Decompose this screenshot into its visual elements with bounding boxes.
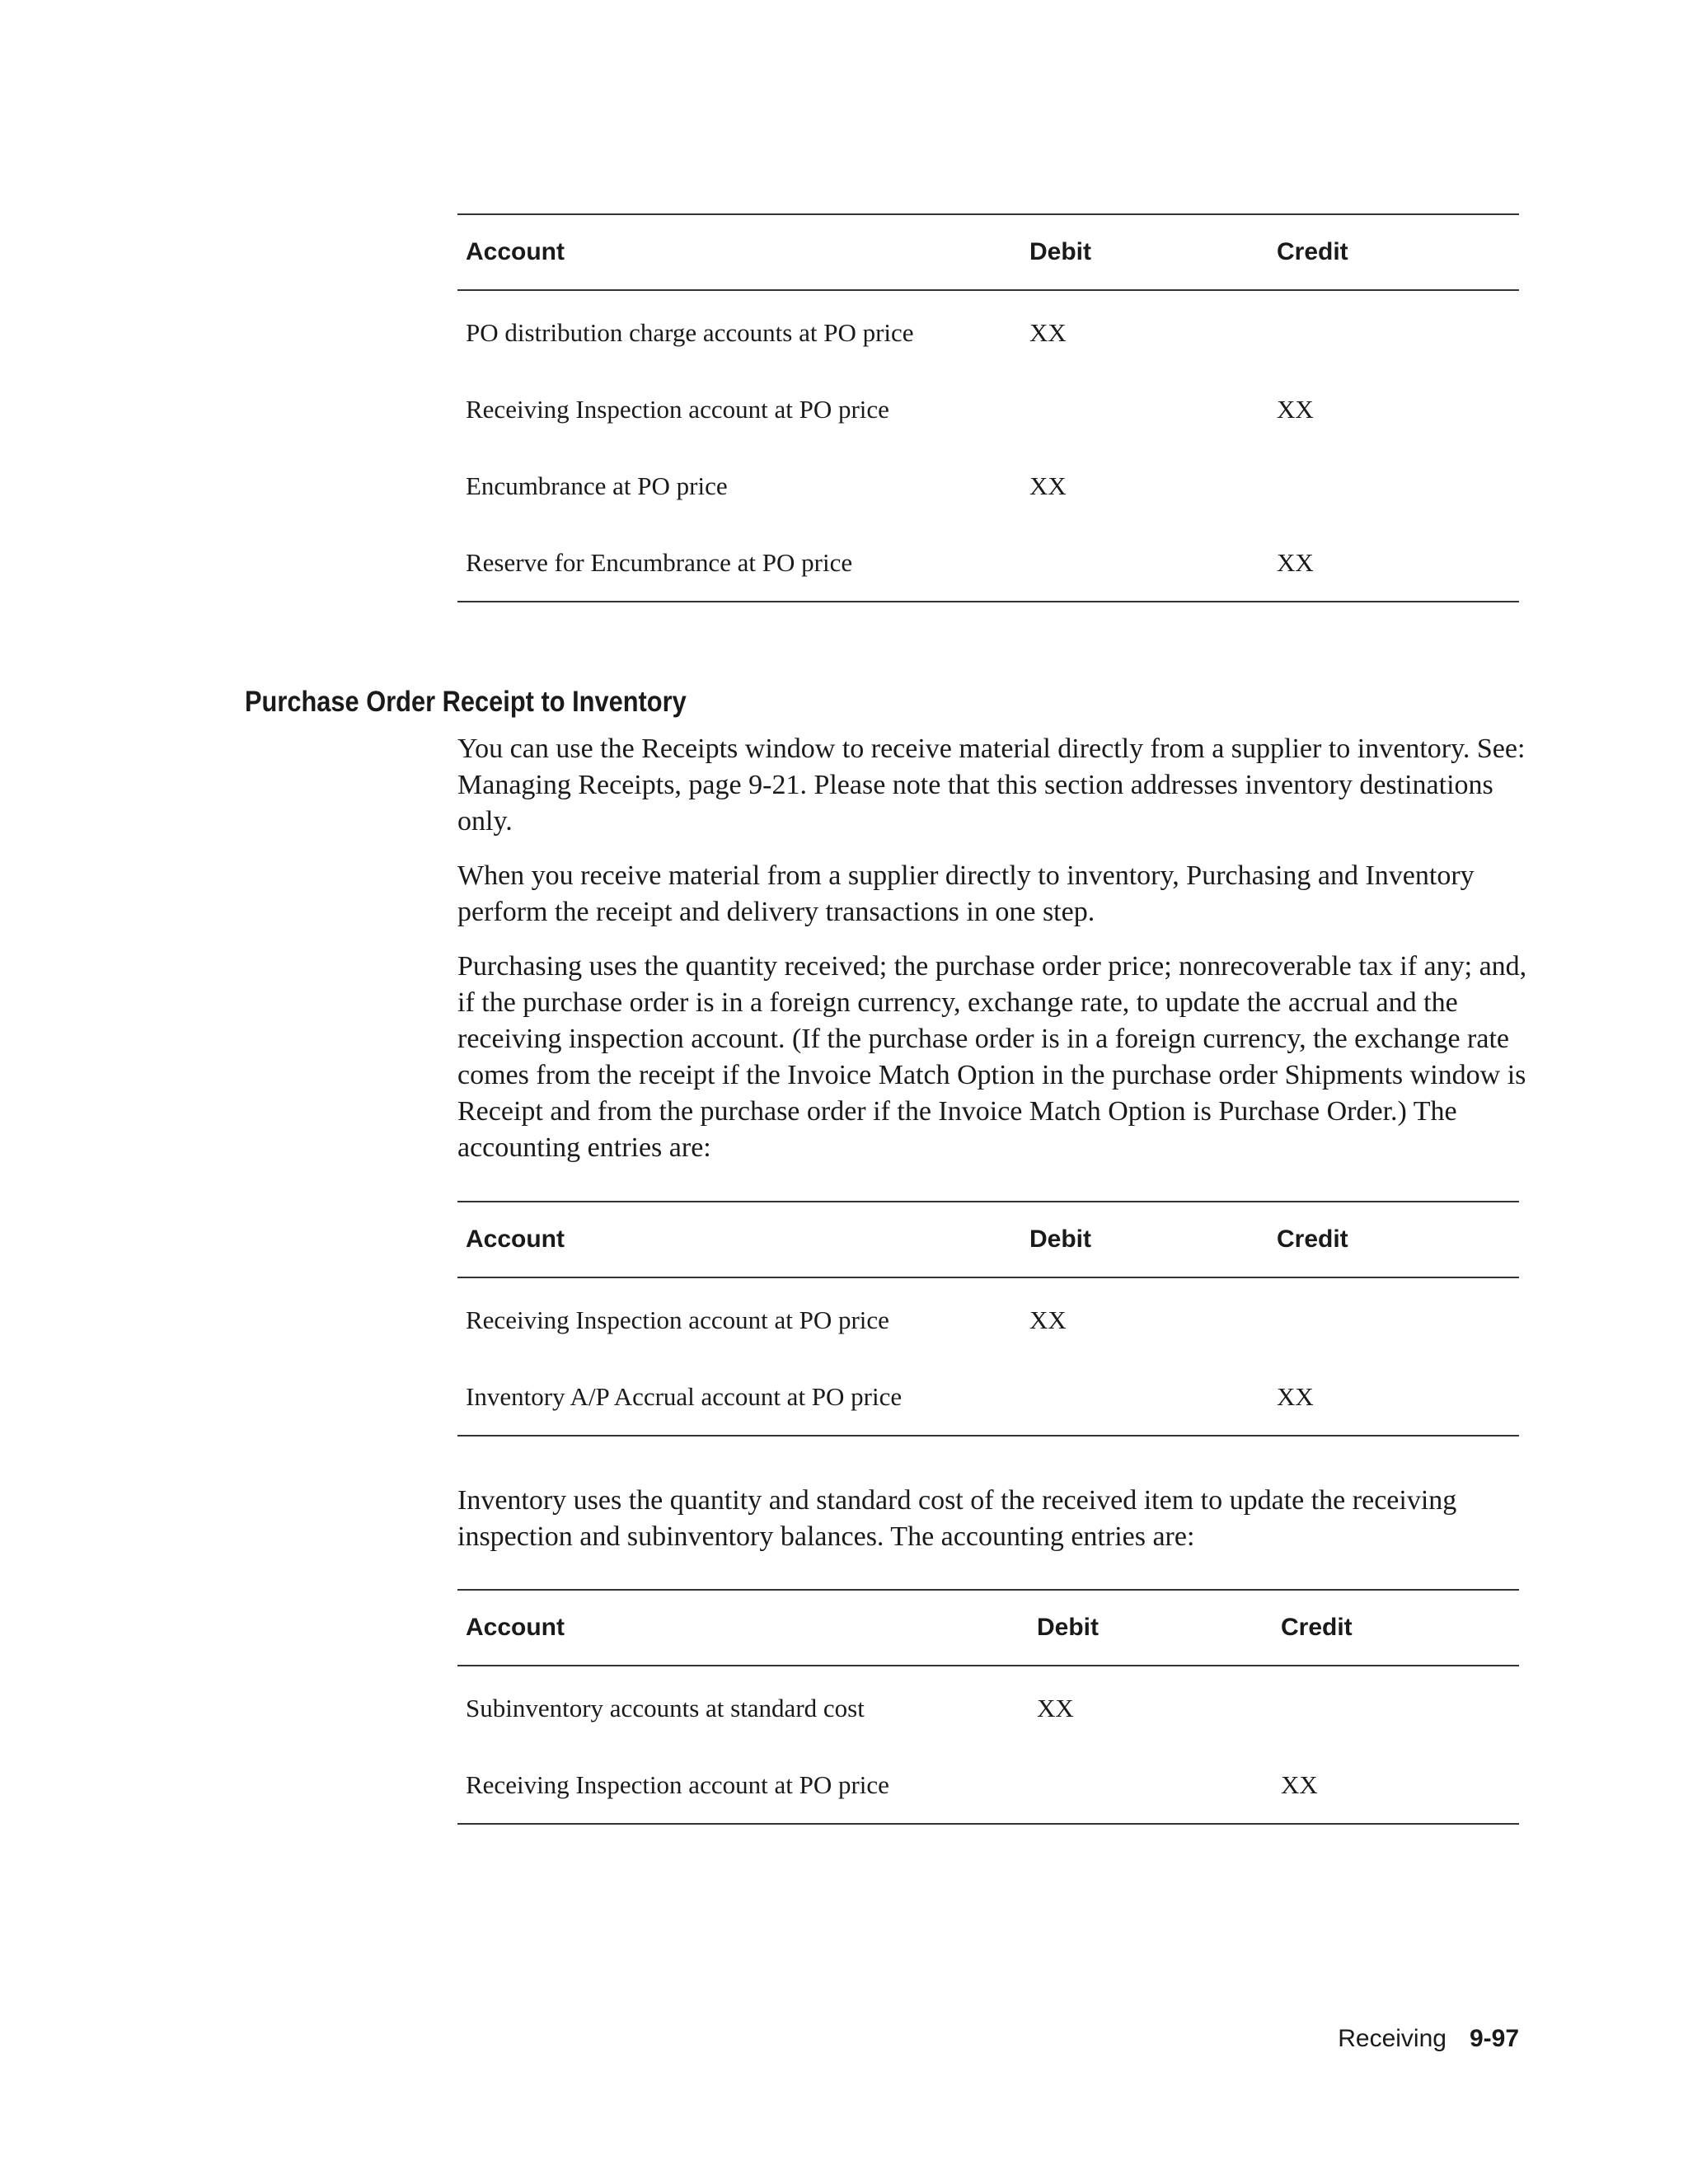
table-row: [457, 371, 1519, 448]
footer-page-number: 9-97: [1469, 2025, 1519, 2052]
accounting-table-3: [457, 1589, 1519, 1825]
page-footer: [1338, 2025, 1519, 2053]
table-row: [457, 524, 1519, 602]
table-row: [457, 1277, 1519, 1358]
column-header-debit: Debit: [1029, 1590, 1273, 1666]
table-row: [457, 290, 1519, 371]
paragraph-inventory: Inventory uses the quantity and standard cost of the received item to update the receiving inspection and subinventory balances. The accounting entries are:: [457, 1485, 1457, 1552]
debit-cell: XX: [1037, 1693, 1074, 1722]
accounting-table-1: [457, 213, 1519, 602]
account-cell: Reserve for Encumbrance at PO price: [466, 547, 853, 577]
credit-cell: [1273, 1666, 1519, 1746]
debit-cell: [1021, 371, 1268, 448]
column-header-account: Account: [457, 1590, 1029, 1666]
debit-cell: XX: [1029, 317, 1067, 347]
table-row: [457, 1666, 1519, 1746]
column-header-debit: Debit: [1021, 214, 1268, 290]
column-header-credit: Credit: [1273, 1590, 1519, 1666]
debit-cell: [1029, 1746, 1273, 1824]
account-cell: Receiving Inspection account at PO price: [466, 1305, 889, 1334]
credit-cell: [1268, 448, 1519, 524]
credit-cell: XX: [1277, 547, 1314, 577]
column-header-credit: Credit: [1268, 1202, 1519, 1277]
debit-cell: XX: [1029, 1305, 1067, 1334]
section-heading: Purchase Order Receipt to Inventory: [245, 686, 687, 718]
column-header-debit: Debit: [1021, 1202, 1268, 1277]
debit-cell: XX: [1029, 471, 1067, 500]
credit-cell: [1268, 1277, 1519, 1358]
credit-cell: XX: [1277, 1381, 1314, 1411]
accounting-table-2: [457, 1201, 1519, 1436]
table-header-row: [457, 214, 1519, 290]
debit-cell: [1021, 524, 1268, 602]
table-header-row: [457, 1202, 1519, 1277]
column-header-credit: Credit: [1268, 214, 1519, 290]
account-cell: PO distribution charge accounts at PO price: [466, 317, 914, 347]
account-cell: Inventory A/P Accrual account at PO price: [466, 1381, 903, 1411]
credit-cell: XX: [1281, 1769, 1318, 1799]
column-header-account: Account: [457, 214, 1021, 290]
footer-chapter: Receiving: [1338, 2025, 1447, 2052]
paragraph-one-step: When you receive material from a supplier directly to inventory, Purchasing and Inventory perform the receipt and delivery transactions in one step.: [457, 860, 1475, 927]
account-cell: Subinventory accounts at standard cost: [466, 1693, 865, 1722]
credit-cell: [1268, 290, 1519, 371]
table-row: [457, 1358, 1519, 1436]
account-cell: Receiving Inspection account at PO price: [466, 1769, 889, 1799]
account-cell: Receiving Inspection account at PO price: [466, 394, 889, 424]
paragraph-intro: You can use the Receipts window to receive material directly from a supplier to inventory. See: Managing Receipts, page 9-21. Please note that this section addresses inventory destinations only.: [457, 733, 1526, 837]
account-cell: Encumbrance at PO price: [466, 471, 728, 500]
paragraph-purchasing: Purchasing uses the quantity received; the purchase order price; nonrecoverable tax if any; and, if the purchase order is in a foreign currency, exchange rate, to update the accrual and the receiving inspection account. (If the purchase order is in a foreign currency, the exchange rate comes from the receipt if the Invoice Match Option in the purchase order Shipments window is Receipt and from the purchase order if the Invoice Match Option is Purchase Order.) The accounting entries are:: [457, 951, 1527, 1163]
debit-cell: [1021, 1358, 1268, 1436]
column-header-account: Account: [457, 1202, 1021, 1277]
table-row: [457, 1746, 1519, 1824]
table-row: [457, 448, 1519, 524]
table-header-row: [457, 1590, 1519, 1666]
credit-cell: XX: [1277, 394, 1314, 424]
